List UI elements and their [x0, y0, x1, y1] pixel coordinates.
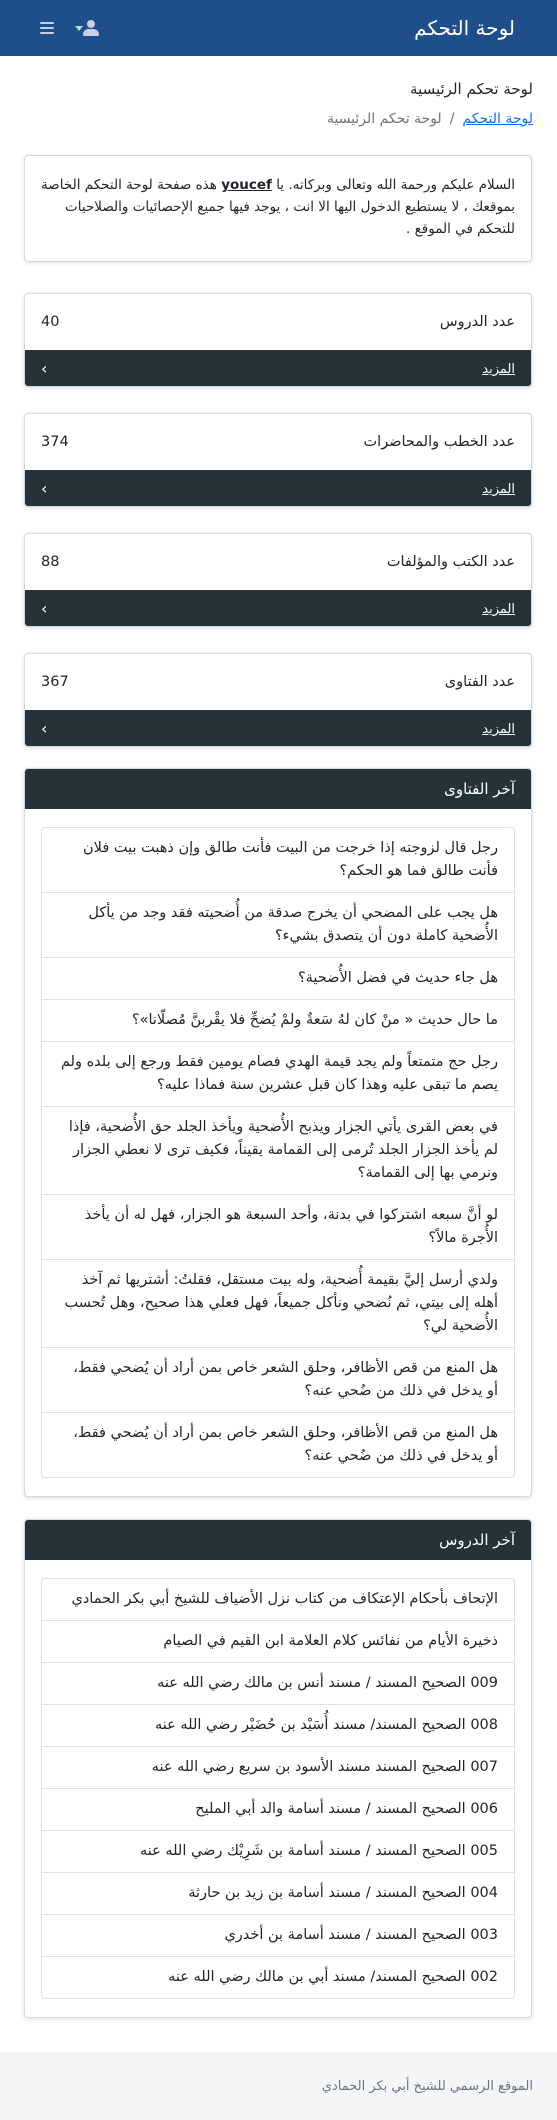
list-item[interactable]: هل يجب على المضحي أن يخرج صدقة من أُضحيته فقد وجد من يأكل الأُضحية كاملة دون أن يتصدق بشيء؟ [42, 892, 514, 957]
more-link[interactable]: المزيد [482, 481, 515, 497]
navbar-title[interactable]: لوحة التحكم [414, 16, 515, 40]
stat-card-fatwas [24, 653, 532, 747]
chevron-left-icon[interactable]: › [41, 599, 48, 618]
list-item[interactable]: 003 الصحيح المسند / مسند أسامة بن أخدري [42, 1914, 514, 1956]
list-item[interactable]: 009 الصحيح المسند / مسند أنس بن مالك رضي الله عنه [42, 1662, 514, 1704]
latest-lessons-card [24, 1519, 532, 2018]
stat-more-bar[interactable] [25, 710, 531, 747]
breadcrumb-current: لوحة تحكم الرئيسية [326, 111, 442, 127]
navbar-icons [40, 20, 99, 36]
lessons-list [41, 1578, 515, 1999]
chevron-down-icon[interactable] [75, 26, 83, 31]
welcome-text-start: السلام عليكم ورحمة الله وتعالى وبركاته. يا [271, 177, 515, 193]
stat-card-books [24, 533, 532, 627]
list-item[interactable]: ذخيرة الأيام من نفائس كلام العلامة ابن القيم في الصيام [42, 1620, 514, 1662]
stat-card-sermons [24, 413, 532, 507]
list-item[interactable]: 005 الصحيح المسند / مسند أسامة بن شَرِيْك رضي الله عنه [42, 1830, 514, 1872]
chevron-left-icon[interactable]: › [41, 359, 48, 378]
stat-more-bar[interactable] [25, 590, 531, 627]
chevron-left-icon[interactable]: › [41, 719, 48, 738]
list-item[interactable]: في بعض القرى يأتي الجزار ويذبح الأُضحية ويأخذ الجلد حق الأُضحية، فإذا لم يأخذ الجزار الجلد تُرمى إلى القمامة يقيناً، فكيف ترى لا نعطي الجزار ونرمي بها إلى القمامة؟ [42, 1106, 514, 1194]
more-link[interactable]: المزيد [482, 601, 515, 617]
list-item[interactable]: 008 الصحيح المسند/ مسند أُسَيْد بن حُضَيْر رضي الله عنه [42, 1704, 514, 1746]
footer-text: الموقع الرسمي للشيخ أبي بكر الحمادي [321, 2078, 533, 2094]
list-item[interactable]: رجل قال لزوجته إذا خرجت من البيت فأنت طالق وإن ذهبت بيت فلان فأنت طالق فما هو الحكم؟ [83, 840, 498, 879]
latest-fatwas-card [24, 768, 532, 1497]
list-item[interactable]: هل المنع من قص الأظافر، وحلق الشعر خاص بمن أراد أن يُضحي فقط، أو يدخل في ذلك من ضُحي عنه؟ [42, 1347, 514, 1412]
top-navbar [0, 0, 557, 56]
card-title: آخر الفتاوى [25, 769, 531, 809]
more-link[interactable]: المزيد [482, 721, 515, 737]
list-item[interactable]: 004 الصحيح المسند / مسند أسامة بن زيد بن حارثة [42, 1872, 514, 1914]
site-footer [0, 2052, 557, 2120]
list-item[interactable]: 007 الصحيح المسند مسند الأسود بن سريع رضي الله عنه [42, 1746, 514, 1788]
hamburger-icon[interactable] [40, 22, 54, 34]
fatwas-list [41, 827, 515, 1478]
list-item[interactable]: هل جاء حديث في فضل الأُضحية؟ [42, 957, 514, 999]
stat-value: 367 [41, 674, 69, 690]
list-item[interactable]: 002 الصحيح المسند/ مسند أبي بن مالك رضي الله عنه [42, 1956, 514, 1998]
stat-label: عدد الخطب والمحاضرات [363, 434, 515, 450]
welcome-message [24, 155, 532, 262]
list-item[interactable]: هل المنع من قص الأظافر، وحلق الشعر خاص بمن أراد أن يُضحي فقط، أو يدخل في ذلك من ضُحي عنه؟ [42, 1412, 514, 1477]
stat-value: 88 [41, 554, 60, 570]
breadcrumb-home-link[interactable]: لوحة التحكم [462, 111, 533, 127]
stat-value: 40 [41, 314, 60, 330]
breadcrumb-separator: / [449, 111, 455, 127]
list-item[interactable]: 006 الصحيح المسند / مسند أسامة والد أبي المليح [42, 1788, 514, 1830]
card-title: آخر الدروس [25, 1520, 531, 1560]
stat-label: عدد الدروس [439, 314, 515, 330]
stat-value: 374 [41, 434, 69, 450]
list-item[interactable]: لو أنَّ سبعه اشتركوا في بدنة، وأحد السبعة هو الجزار، فهل له أن يأخذ الأُجرة مالاً؟ [42, 1194, 514, 1259]
list-item[interactable]: الإتحاف بأحكام الإعتكاف من كتاب نزل الأضياف للشيخ أبي بكر الحمادي [71, 1591, 498, 1607]
list-item[interactable]: رجل حج متمتعاً ولم يجد قيمة الهدي فصام يومين فقط ورجع إلى بلده ولم يصم ما تبقى عليه وهذا كان قبل عشرين سنة فماذا عليه؟ [42, 1041, 514, 1106]
welcome-username: youcef [221, 177, 272, 193]
stat-card-lessons [24, 293, 532, 387]
list-item[interactable]: ولدي أرسل إليَّ بقيمة أُضحية، وله بيت مستقل، فقلتُ: أشتريها ثم آخذ أهله إلى بيتي، ثم نُضحي ونأكل جميعاً، فهل فعلي هذا صحيح، وهل تُحسب الأُضحية لي؟ [42, 1259, 514, 1347]
stat-label: عدد الكتب والمؤلفات [386, 554, 515, 570]
stat-more-bar[interactable] [25, 350, 531, 387]
list-item[interactable]: ما حال حديث « منْ كان لهُ سَعةٌ ولمْ يُضحِّ فلا يقْربنَّ مُصلّانا»؟ [42, 999, 514, 1041]
page-title: لوحة تحكم الرئيسية [410, 80, 533, 98]
chevron-left-icon[interactable]: › [41, 479, 48, 498]
breadcrumb [327, 111, 533, 127]
stat-more-bar[interactable] [25, 470, 531, 507]
stat-label: عدد الفتاوى [444, 674, 515, 690]
welcome-text-end: هذه صفحة لوحة التحكم الخاصة بموقعك ، لا يستطيع الدخول اليها الا انت ، يوجد فيها جميع الإحصائيات والصلاحيات للتحكم في الموقع . [41, 177, 515, 237]
more-link[interactable]: المزيد [482, 361, 515, 377]
user-icon[interactable] [83, 20, 99, 36]
